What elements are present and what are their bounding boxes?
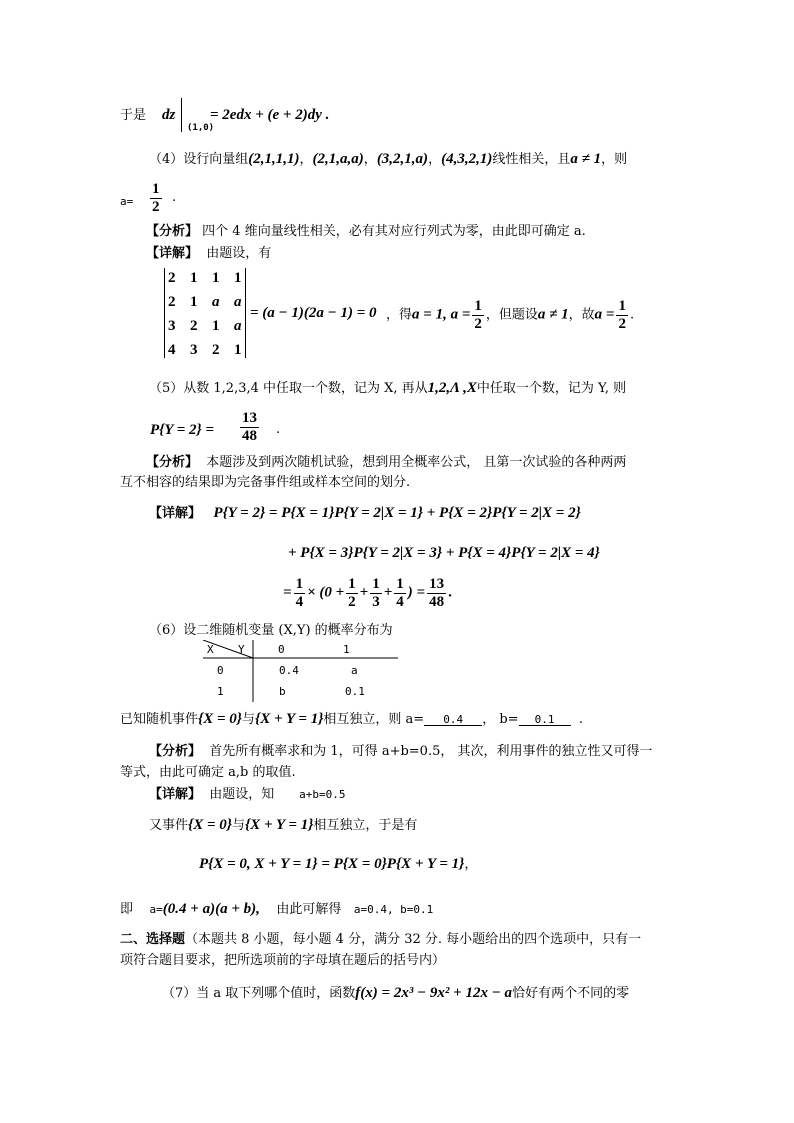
sequence: 1,2,Λ ,X: [427, 380, 477, 396]
det-cell: 3: [190, 342, 198, 358]
q4-detail: [146, 247, 271, 260]
text: ， b=: [482, 712, 519, 727]
text: .: [629, 307, 635, 323]
fraction: [472, 298, 484, 332]
function: f(x) = 2x³ − 9x² + 12x − a: [355, 985, 513, 1001]
table-col-1: 1: [343, 643, 350, 656]
denominator: 2: [152, 198, 160, 215]
fraction: [616, 298, 628, 332]
denominator: 48: [429, 593, 445, 610]
text: .: [578, 712, 583, 727]
table-lines: [203, 640, 398, 702]
tag: 【分析】: [146, 455, 199, 470]
event-1: {X = 0}: [188, 817, 233, 833]
event-2: {X + Y = 1}: [255, 711, 324, 727]
table-row-head: 1: [217, 685, 224, 698]
vector-4: (4,3,2,1): [441, 151, 493, 167]
text: ，但题设: [485, 307, 538, 323]
q6-detail: [149, 788, 345, 801]
text: 首先所有概率求和为 1，可得 a+b=0.5， 其次，利用事件的独立性又可得一: [209, 744, 653, 759]
text: 本题涉及到两次随机试验，想到用全概率公式， 且第一次试验的各种两两: [206, 455, 627, 470]
line-dz: [120, 109, 146, 122]
text: （本题共 8 小题，每小题 4 分，满分 32 分. 每小题给出的四个选项中，只有一: [185, 932, 642, 947]
det-cell: 1: [190, 270, 198, 286]
q4-answer-label: [120, 196, 133, 207]
text: a=: [120, 195, 134, 208]
text: (1,0): [187, 123, 215, 133]
eval-bar: [181, 98, 182, 132]
det-cell: 4: [168, 342, 176, 358]
q4-analysis: [146, 225, 586, 238]
text: （4）设行向量组: [149, 152, 249, 167]
det-left-bar: [164, 268, 165, 358]
text: ，: [464, 857, 478, 872]
det-equation: [250, 306, 377, 321]
text: 已知随机事件: [120, 712, 199, 727]
text: （5）从数 1,2,3,4 中任取一个数，记为 X, 再从: [149, 381, 428, 396]
text: 由题设，知: [209, 787, 275, 802]
q4-dot: [172, 191, 176, 204]
det-cell: a: [234, 318, 242, 334]
event-1: {X = 0}: [198, 711, 243, 727]
fraction: [240, 410, 259, 444]
text: =: [283, 584, 292, 601]
q5-line: [149, 381, 626, 396]
equation: (0.4 + a)(a + b),: [162, 901, 260, 917]
tag: 【详解】: [146, 246, 199, 261]
q5-analysis-1: [146, 456, 626, 469]
det-cell: a: [234, 294, 242, 310]
det-cell: 2: [168, 270, 176, 286]
det-cell: 1: [190, 294, 198, 310]
q4-answer: [148, 181, 164, 215]
text: P{Y = 2} =: [150, 422, 215, 438]
equation: P{X = 0, X + Y = 1} = P{X = 0}P{X + Y = 1}: [199, 856, 465, 872]
tag: 【详解】: [149, 506, 202, 521]
table-cell: b: [279, 685, 286, 698]
section-2-header: [120, 933, 641, 946]
section-title: 二、选择题: [120, 932, 186, 947]
q5-detail-1: [149, 506, 581, 521]
fraction: [394, 576, 406, 610]
det-cell: 2: [190, 318, 198, 334]
table-corner-x: X: [207, 643, 214, 656]
answer-a: 0.4: [424, 714, 482, 726]
det-cell: 1: [234, 270, 242, 286]
table-row-head: 0: [217, 664, 224, 677]
text: 于是: [120, 108, 147, 123]
text: .: [172, 190, 177, 205]
numerator: 1: [396, 576, 404, 592]
text: dz: [162, 107, 176, 123]
table-cell: a: [351, 664, 358, 677]
text: 又事件: [149, 818, 189, 833]
tag: 【分析】: [149, 744, 202, 759]
det-cell: 1: [212, 270, 220, 286]
text: 即: [120, 902, 134, 917]
table-corner-y: Y: [238, 643, 245, 656]
equation: P{Y = 2} = P{X = 1}P{Y = 2|X = 1} + P{X = 2}P{Y = 2|X = 2}: [213, 505, 581, 521]
denominator: 2: [618, 315, 626, 332]
condition: a ≠ 1: [537, 306, 569, 323]
fraction: [294, 576, 306, 610]
q5-prob: [150, 423, 214, 438]
q7-line: [162, 986, 629, 1001]
text: 相互独立，则 a=: [323, 712, 425, 727]
text: +: [383, 584, 393, 601]
numerator: 13: [429, 576, 445, 592]
text: ，得: [386, 307, 413, 323]
text: ) =: [407, 584, 426, 601]
table-cell: 0.1: [345, 685, 365, 698]
denominator: 3: [372, 593, 380, 610]
text: 由此可解得: [276, 902, 342, 917]
vector-3: (3,2,1,a): [376, 151, 429, 167]
text: a=: [149, 903, 163, 916]
text: （7）当 a 取下列哪个值时，函数: [162, 986, 356, 1001]
text: 与: [242, 712, 256, 727]
det-cell: 2: [212, 342, 220, 358]
answer-b: 0.1: [519, 714, 571, 726]
text: 项符合题目要求，把所选项前的字母填在题后的括号内）: [120, 953, 446, 968]
numerator: 1: [348, 576, 356, 592]
text: 互不相容的结果即为完备事件组或样本空间的划分.: [120, 475, 411, 490]
text: 恰好有两个不同的零: [512, 986, 630, 1001]
q5-dot: [276, 423, 280, 436]
numerator: 1: [152, 181, 160, 197]
text: .: [276, 422, 281, 437]
text: 四个 4 维向量线性相关，必有其对应行列式为零，由此即可确定 a.: [202, 224, 586, 239]
text: × (0 +: [307, 584, 345, 601]
event-2: {X + Y = 1}: [245, 817, 314, 833]
tag: 【详解】: [149, 787, 202, 802]
result: a=0.4, b=0.1: [353, 903, 434, 916]
fraction: [150, 181, 162, 215]
det-tail: [386, 298, 634, 332]
det-cell: 2: [168, 294, 176, 310]
dz-symbol: [162, 108, 175, 123]
fraction: [346, 576, 358, 610]
vector-2: (2,1,a,a): [312, 151, 364, 167]
text: 中任取一个数，记为 Y, 则: [476, 381, 627, 396]
determinant: [168, 270, 246, 358]
text: = (a − 1)(2a − 1) = 0: [250, 305, 377, 321]
solution: a = 1, a =: [412, 306, 471, 323]
det-cell: 1: [212, 318, 220, 334]
denominator: 4: [396, 593, 404, 610]
q6-independence: [149, 818, 417, 833]
text: 由题设，有: [206, 246, 272, 261]
eval-subscript: [187, 124, 214, 133]
numerator: 13: [242, 410, 257, 426]
text: .: [448, 584, 452, 601]
q6-analysis-1: [149, 745, 652, 758]
text: ，则: [601, 152, 628, 167]
tag: 【分析】: [146, 224, 199, 239]
text: = 2edx + (e + 2)dy .: [210, 107, 330, 123]
text: 等式，由此可确定 a,b 的取值.: [120, 765, 296, 780]
text: ，故: [568, 307, 595, 323]
text: ，: [363, 152, 377, 167]
det-cell: a: [212, 294, 220, 310]
numerator: 1: [474, 298, 482, 314]
q5-analysis-2: [120, 476, 410, 489]
q4-line: [149, 152, 627, 167]
q6-equation: [199, 857, 477, 872]
text: 线性相关，且: [492, 152, 571, 167]
table-cell: 0.4: [279, 664, 299, 677]
equation: + P{X = 3}P{Y = 2|X = 3} + P{X = 4}P{Y = 2|X = 4}: [288, 545, 600, 561]
numerator: 1: [618, 298, 626, 314]
text: 相互独立，于是有: [313, 818, 418, 833]
q6-line: [149, 624, 393, 637]
table-col-0: 0: [278, 643, 285, 656]
fraction: [370, 576, 382, 610]
denominator: 48: [242, 427, 257, 444]
fraction: [427, 576, 446, 610]
text: 与: [232, 818, 246, 833]
q5-detail-2: [288, 546, 600, 561]
det-cell: 3: [168, 318, 176, 334]
denominator: 2: [474, 315, 482, 332]
dz-result: [210, 108, 329, 123]
final: a =: [594, 306, 615, 323]
condition: a ≠ 1: [570, 151, 602, 167]
q6-question: [120, 712, 583, 727]
denominator: 2: [348, 593, 356, 610]
text: （6）设二维随机变量 (X,Y) 的概率分布为: [149, 623, 393, 638]
vector-1: (2,1,1,1): [248, 151, 300, 167]
q5-detail-3: [283, 576, 452, 610]
text: ，: [428, 152, 442, 167]
numerator: 1: [295, 576, 304, 592]
numerator: 1: [372, 576, 380, 592]
prob-table: [203, 640, 398, 702]
equation: a+b=0.5: [299, 788, 346, 801]
q5-answer: [238, 410, 261, 444]
denominator: 4: [295, 593, 304, 610]
section-2-header-2: [120, 954, 445, 967]
q6-analysis-2: [120, 766, 296, 779]
det-cell: 1: [234, 342, 242, 358]
q6-solution: [120, 902, 433, 917]
text: ，: [299, 152, 313, 167]
text: +: [359, 584, 369, 601]
